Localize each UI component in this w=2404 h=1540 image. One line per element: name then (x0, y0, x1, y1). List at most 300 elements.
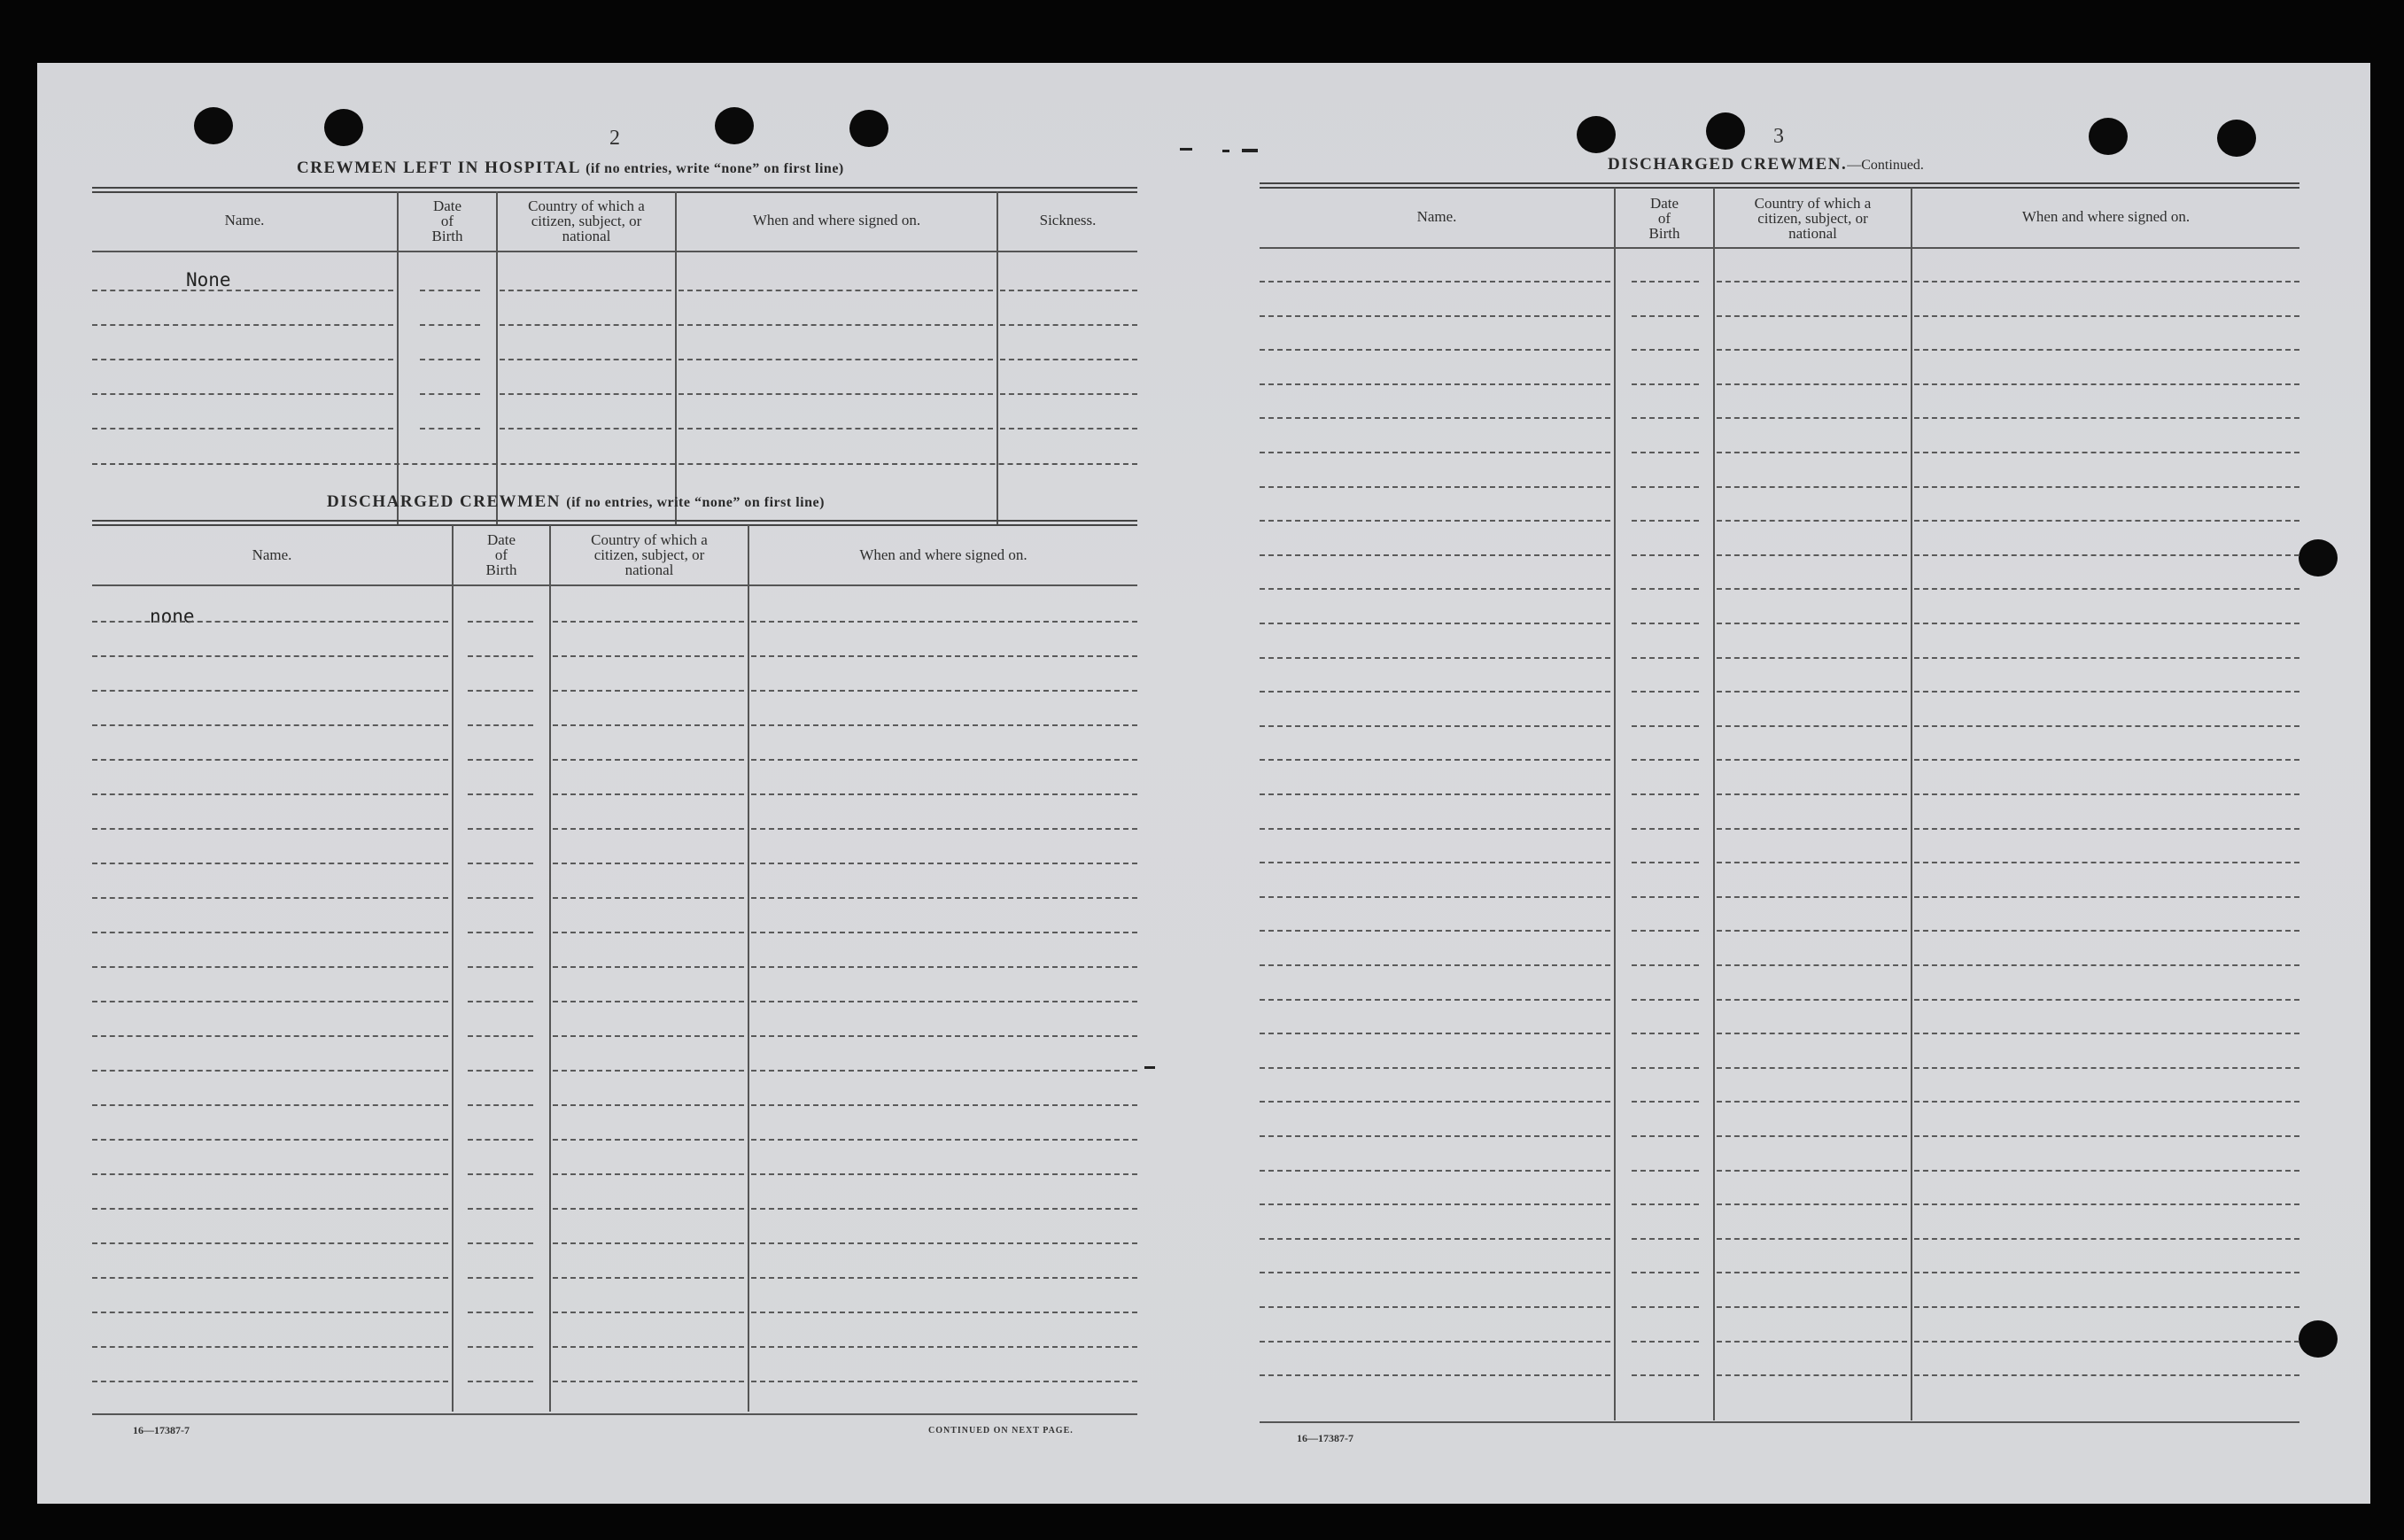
ruled-line (1260, 793, 1610, 795)
ruled-line (1914, 1374, 2299, 1376)
ruled-line (1260, 486, 1610, 488)
ruled-line (1632, 281, 1699, 282)
ruled-line (1914, 1135, 2299, 1137)
column-header-country (498, 198, 675, 244)
ruled-line (751, 1208, 1137, 1210)
ruled-line (1260, 1101, 1610, 1103)
ruled-line (1260, 1374, 1610, 1376)
ruled-line (1632, 1170, 1699, 1172)
ruled-line (1260, 828, 1610, 830)
ruled-line (468, 966, 533, 968)
column-divider (1911, 188, 1912, 1420)
ruled-line (92, 1001, 448, 1002)
ruled-line (751, 897, 1137, 899)
ruled-line (1632, 315, 1699, 317)
header-line: Date (432, 197, 462, 214)
ruled-line (468, 1208, 533, 1210)
ruled-line (1914, 1272, 2299, 1273)
table-top-rule (92, 520, 1137, 526)
ruled-line (1260, 417, 1610, 419)
ruled-line (92, 897, 448, 899)
ruled-line (1717, 1238, 1907, 1240)
ruled-line (751, 1104, 1137, 1106)
header-line: Country of which a (1754, 195, 1872, 212)
ruled-line (1717, 554, 1907, 556)
ink-mark (1180, 148, 1192, 151)
ruled-line (751, 1001, 1137, 1002)
header-line: citizen, subject, or (593, 546, 705, 563)
punch-hole (2299, 1320, 2338, 1358)
column-header-signed-on: When and where signed on. (859, 546, 1028, 563)
ruled-line (1914, 793, 2299, 795)
column-header-date-of-birth (1616, 196, 1713, 241)
ruled-line (1632, 862, 1699, 863)
column-header-date-of-birth (399, 198, 496, 244)
ruled-line (92, 690, 448, 692)
ruled-line (1260, 999, 1610, 1001)
ruled-line (1260, 452, 1610, 453)
ruled-line (92, 793, 448, 795)
ruled-line (1914, 1170, 2299, 1172)
ruled-line (1632, 554, 1699, 556)
ruled-line (1260, 1306, 1610, 1308)
ruled-line (553, 1173, 744, 1175)
ruled-line (751, 655, 1137, 657)
ruled-line (92, 290, 393, 291)
ruled-line (1632, 1033, 1699, 1034)
ruled-line (1632, 417, 1699, 419)
ruled-line (468, 863, 533, 864)
ruled-line (1717, 588, 1907, 590)
ruled-line (1632, 1306, 1699, 1308)
ruled-line (468, 1035, 533, 1037)
ruled-line (553, 1001, 744, 1002)
ruled-line (1914, 930, 2299, 932)
ruled-line (553, 759, 744, 761)
continued-note: CONTINUED ON NEXT PAGE. (928, 1426, 1074, 1436)
ruled-line (1914, 520, 2299, 522)
ruled-line (420, 290, 480, 291)
ruled-line (1260, 554, 1610, 556)
ruled-line (1632, 691, 1699, 693)
ruled-line (468, 1070, 533, 1072)
ruled-line (1914, 417, 2299, 419)
ruled-line (1632, 486, 1699, 488)
ruled-line (1632, 588, 1699, 590)
ink-mark (1144, 1066, 1155, 1069)
column-divider (1614, 188, 1616, 1420)
ruled-line (1717, 452, 1907, 453)
ruled-line (751, 1035, 1137, 1037)
ruled-line (420, 324, 480, 326)
ruled-line (468, 1346, 533, 1348)
ruled-line (1717, 1067, 1907, 1069)
ruled-line (468, 1277, 533, 1279)
ruled-line (1717, 657, 1907, 659)
ruled-line (1632, 383, 1699, 385)
ruled-line (751, 1277, 1137, 1279)
ruled-line (553, 863, 744, 864)
ruled-line (1717, 417, 1907, 419)
ruled-line (553, 1277, 744, 1279)
ruled-line (1914, 281, 2299, 282)
page-number: 2 (609, 127, 620, 150)
ruled-line (500, 324, 671, 326)
ruled-line (1000, 290, 1137, 291)
ruled-line (553, 793, 744, 795)
ruled-line (751, 1070, 1137, 1072)
ruled-line (1632, 828, 1699, 830)
ruled-line (1260, 862, 1610, 863)
ruled-line (1717, 349, 1907, 351)
ruled-line (1717, 793, 1907, 795)
punch-hole (2217, 120, 2256, 157)
ruled-line (1260, 623, 1610, 624)
ruled-line (92, 1242, 448, 1244)
ruled-line (1632, 520, 1699, 522)
ruled-line (553, 897, 744, 899)
ruled-line (1632, 623, 1699, 624)
header-bottom-rule (92, 584, 1137, 586)
ruled-line (468, 1312, 533, 1313)
punch-hole (324, 109, 363, 146)
ruled-line (92, 359, 393, 360)
column-header-country (1715, 196, 1911, 241)
column-divider (549, 525, 551, 1412)
discharged-first-entry: none (150, 606, 195, 627)
ruled-line (1717, 520, 1907, 522)
ruled-line (1632, 452, 1699, 453)
punch-hole (1577, 116, 1616, 153)
ruled-line (1260, 1170, 1610, 1172)
ruled-line (500, 359, 671, 360)
ruled-line (1914, 349, 2299, 351)
ruled-line (468, 1242, 533, 1244)
ruled-line (500, 428, 671, 429)
ruled-line (553, 1035, 744, 1037)
ruled-line (1632, 896, 1699, 898)
ruled-line (1914, 657, 2299, 659)
ruled-line (1717, 930, 1907, 932)
ruled-line (468, 1173, 533, 1175)
ruled-line (1632, 793, 1699, 795)
column-divider (748, 525, 749, 1412)
ruled-line (92, 1208, 448, 1210)
ruled-line (92, 1312, 448, 1313)
header-line: Birth (485, 561, 517, 578)
ruled-line (92, 1381, 448, 1382)
ruled-line (751, 690, 1137, 692)
header-line: Country of which a (591, 531, 708, 548)
ruled-line (751, 621, 1137, 623)
ruled-line (92, 759, 448, 761)
ruled-line (751, 1173, 1137, 1175)
ruled-line (553, 966, 744, 968)
ruled-line (468, 793, 533, 795)
header-line: of (1657, 210, 1671, 227)
ruled-line (1260, 1203, 1610, 1205)
ruled-line (1000, 393, 1137, 395)
ink-mark (1222, 150, 1229, 152)
table-bottom-rule (92, 1413, 1137, 1415)
column-header-signed-on: When and where signed on. (752, 212, 921, 228)
punch-hole (715, 107, 754, 144)
ruled-line (1717, 896, 1907, 898)
ruled-line (679, 393, 993, 395)
header-line: Birth (1648, 225, 1680, 242)
punch-hole (2089, 118, 2128, 155)
ruled-line (1914, 1306, 2299, 1308)
ruled-line (1632, 349, 1699, 351)
right-subtitle: —Continued. (1847, 158, 1924, 173)
ruled-line (1914, 896, 2299, 898)
ruled-line (1260, 520, 1610, 522)
ruled-line (1260, 725, 1610, 727)
ruled-line (92, 1070, 448, 1072)
ruled-line (1260, 315, 1610, 317)
ruled-line (92, 1277, 448, 1279)
ruled-line (553, 655, 744, 657)
ruled-line (1260, 588, 1610, 590)
ruled-line (1717, 759, 1907, 761)
ruled-line (1914, 999, 2299, 1001)
ruled-line (751, 759, 1137, 761)
ruled-line (1914, 1101, 2299, 1103)
ruled-line (1914, 964, 2299, 966)
ruled-line (92, 1139, 448, 1141)
column-header-name: Name. (252, 546, 292, 563)
ruled-line (679, 428, 993, 429)
ruled-line (1914, 452, 2299, 453)
ruled-line (1260, 930, 1610, 932)
ruled-line (420, 359, 480, 360)
ruled-line (1260, 1033, 1610, 1034)
ruled-line (1717, 999, 1907, 1001)
ink-mark (1242, 149, 1258, 152)
ruled-line (1717, 1135, 1907, 1137)
ruled-line (1717, 1272, 1907, 1273)
ruled-line (1914, 554, 2299, 556)
header-line: of (440, 213, 454, 229)
ruled-line (92, 932, 448, 933)
ruled-line (751, 1242, 1137, 1244)
ruled-line (679, 324, 993, 326)
document-sheet (37, 63, 2370, 1504)
ruled-line (1914, 691, 2299, 693)
ruled-line (553, 932, 744, 933)
punch-hole (2299, 539, 2338, 577)
ruled-line (468, 655, 533, 657)
form-number: 16—17387-7 (1297, 1432, 1353, 1444)
ruled-line (553, 1381, 744, 1382)
ruled-line (1717, 1170, 1907, 1172)
ruled-line (751, 1381, 1137, 1382)
ruled-line (751, 1346, 1137, 1348)
ruled-line (468, 828, 533, 830)
ruled-line (1260, 964, 1610, 966)
ruled-line (1632, 1203, 1699, 1205)
ruled-line (92, 621, 448, 623)
header-line: of (494, 546, 508, 563)
ruled-line (1717, 623, 1907, 624)
ruled-line (468, 621, 533, 623)
ruled-line (1632, 964, 1699, 966)
ruled-line (1914, 623, 2299, 624)
ruled-line (1914, 588, 2299, 590)
ruled-line (1260, 896, 1610, 898)
ruled-line (553, 690, 744, 692)
ruled-line (1717, 1203, 1907, 1205)
ruled-line (553, 724, 744, 726)
header-line: citizen, subject, or (1757, 210, 1868, 227)
header-line: citizen, subject, or (531, 213, 642, 229)
ruled-line (468, 759, 533, 761)
column-divider (1713, 188, 1715, 1420)
ruled-line (1260, 1238, 1610, 1240)
ruled-line (679, 290, 993, 291)
ruled-line (1632, 1272, 1699, 1273)
ruled-line (1717, 1341, 1907, 1343)
page-number: 3 (1773, 125, 1784, 148)
ruled-line (1632, 1341, 1699, 1343)
ruled-line (500, 290, 671, 291)
ruled-line (1717, 281, 1907, 282)
ruled-line (1914, 315, 2299, 317)
ruled-line (468, 1104, 533, 1106)
discharged-title: DISCHARGED CREWMEN (327, 492, 561, 511)
ruled-line (1914, 1067, 2299, 1069)
ruled-line (1914, 725, 2299, 727)
ruled-line (1632, 1374, 1699, 1376)
ruled-line (553, 1104, 744, 1106)
ruled-line (420, 428, 480, 429)
ruled-line (1632, 657, 1699, 659)
header-line: national (624, 561, 674, 578)
ruled-line (468, 932, 533, 933)
header-line: Date (486, 531, 516, 548)
ruled-line (1632, 1135, 1699, 1137)
ruled-line (1000, 324, 1137, 326)
ruled-line (1260, 1135, 1610, 1137)
ruled-line (553, 1070, 744, 1072)
ruled-line (1717, 862, 1907, 863)
ruled-line (92, 966, 448, 968)
hospital-section-title (297, 159, 844, 178)
ruled-line (751, 793, 1137, 795)
right-title: DISCHARGED CREWMEN. (1608, 155, 1848, 174)
ruled-line (1914, 486, 2299, 488)
column-divider (675, 191, 677, 526)
table-bottom-rule (92, 463, 1137, 465)
header-line: Date (1649, 195, 1679, 212)
ruled-line (1717, 1374, 1907, 1376)
ruled-line (1260, 657, 1610, 659)
header-line: national (562, 228, 611, 244)
ruled-line (92, 1173, 448, 1175)
ruled-line (1632, 1067, 1699, 1069)
ruled-line (1717, 725, 1907, 727)
hospital-title: CREWMEN LEFT IN HOSPITAL (297, 159, 580, 177)
column-header-name: Name. (1416, 208, 1457, 225)
column-divider (996, 191, 998, 526)
ruled-line (468, 724, 533, 726)
ruled-line (1632, 759, 1699, 761)
header-line: Country of which a (528, 197, 645, 214)
punch-hole (1706, 112, 1745, 150)
ruled-line (1632, 930, 1699, 932)
ruled-line (553, 1242, 744, 1244)
ruled-line (553, 1139, 744, 1141)
ruled-line (553, 621, 744, 623)
column-header-signed-on: When and where signed on. (2021, 208, 2191, 225)
punch-hole (849, 110, 888, 147)
form-number: 16—17387-7 (133, 1424, 190, 1436)
ruled-line (1914, 1238, 2299, 1240)
column-header-country (551, 532, 748, 577)
ruled-line (1260, 1067, 1610, 1069)
ruled-line (1914, 828, 2299, 830)
ruled-line (1717, 691, 1907, 693)
ruled-line (1717, 964, 1907, 966)
ruled-line (1914, 759, 2299, 761)
ruled-line (1717, 383, 1907, 385)
ruled-line (468, 1139, 533, 1141)
ruled-line (1260, 759, 1610, 761)
discharged-section-title (327, 492, 825, 512)
ruled-line (92, 324, 393, 326)
ruled-line (1260, 383, 1610, 385)
ruled-line (1914, 1203, 2299, 1205)
column-header-date-of-birth (454, 532, 549, 577)
ruled-line (553, 828, 744, 830)
ruled-line (1717, 1033, 1907, 1034)
ruled-line (1717, 315, 1907, 317)
ruled-line (92, 655, 448, 657)
table-bottom-rule (1260, 1421, 2299, 1423)
ruled-line (1632, 1238, 1699, 1240)
header-bottom-rule (92, 251, 1137, 252)
ruled-line (92, 724, 448, 726)
ruled-line (1717, 828, 1907, 830)
column-header-name: Name. (224, 212, 265, 228)
ruled-line (468, 897, 533, 899)
column-header-sickness: Sickness. (1039, 212, 1097, 228)
ruled-line (468, 690, 533, 692)
column-divider (452, 525, 454, 1412)
ruled-line (751, 724, 1137, 726)
ruled-line (751, 932, 1137, 933)
header-bottom-rule (1260, 247, 2299, 249)
ruled-line (553, 1346, 744, 1348)
ruled-line (500, 393, 671, 395)
ruled-line (1260, 349, 1610, 351)
ruled-line (1914, 862, 2299, 863)
ruled-line (751, 1312, 1137, 1313)
ruled-line (1914, 1033, 2299, 1034)
ruled-line (1000, 428, 1137, 429)
ruled-line (1717, 1101, 1907, 1103)
ruled-line (751, 966, 1137, 968)
header-line: national (1788, 225, 1837, 242)
ruled-line (92, 863, 448, 864)
discharged-continued-title (1608, 155, 1924, 174)
ruled-line (1260, 281, 1610, 282)
discharged-subtitle: (if no entries, write “none” on first line) (566, 495, 825, 510)
punch-hole (194, 107, 233, 144)
ruled-line (92, 828, 448, 830)
ruled-line (1632, 725, 1699, 727)
ruled-line (92, 393, 393, 395)
